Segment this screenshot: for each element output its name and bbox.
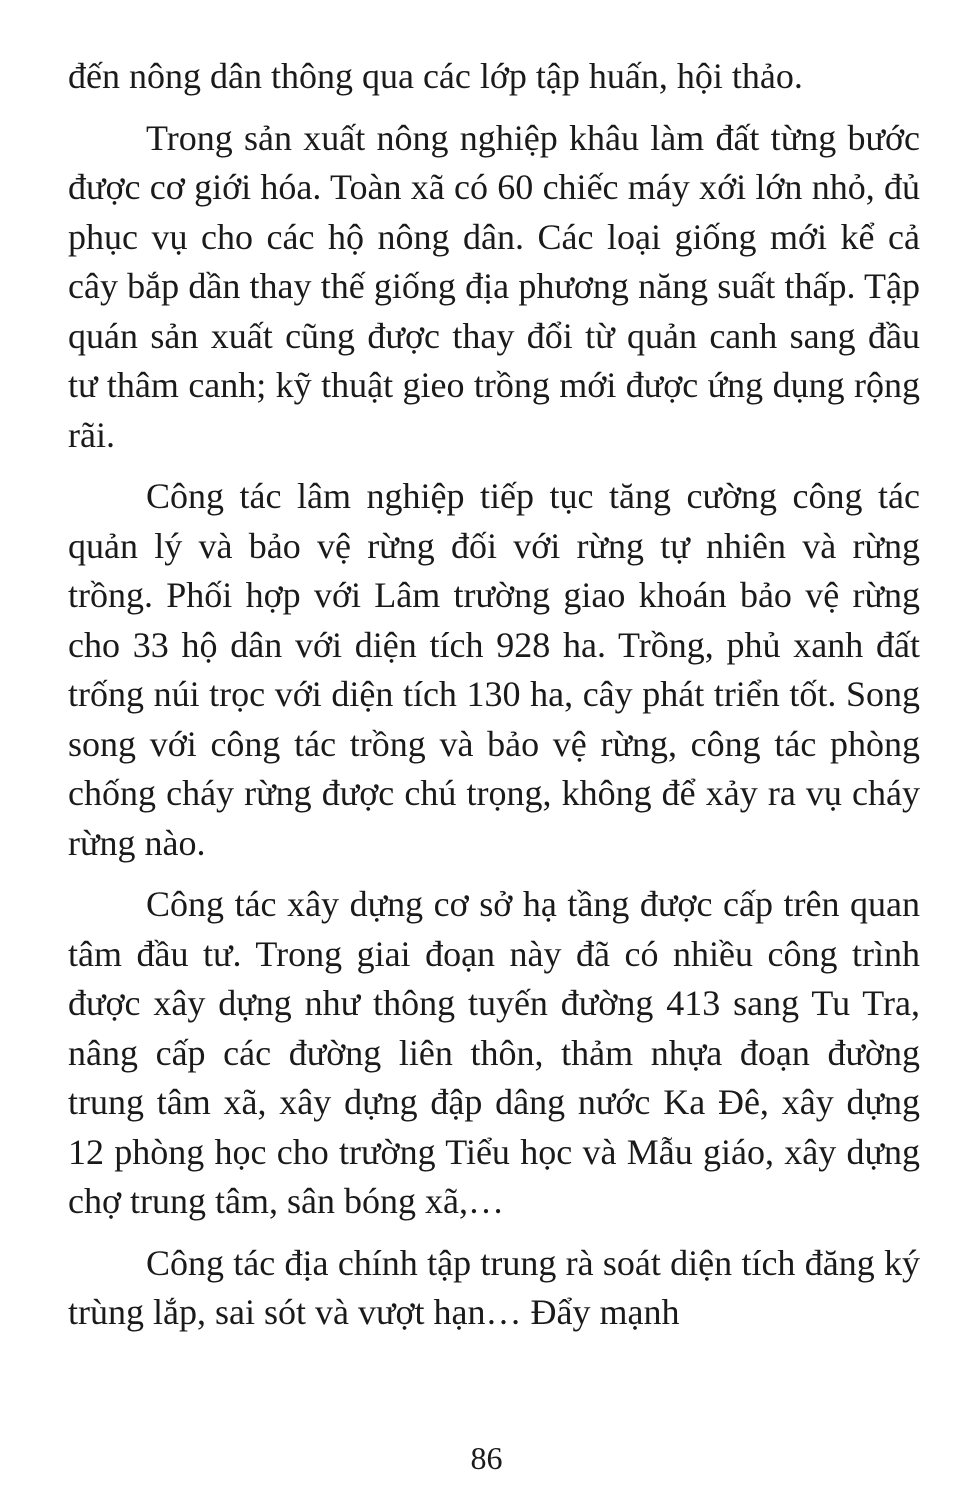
paragraph-infrastructure: Công tác xây dựng cơ sở hạ tầng được cấp trên quan tâm đầu tư. Trong giai đoạn này đã có nhiều công trình được xây dựng như thông tuyến đường 413 sang Tu Tra, nâng cấp các đường liên thôn, thảm nhựa đoạn đường trung tâm xã, xây dựng đập dâng nước Ka Đê, xây dựng 12 phòng học cho trường Tiểu học và Mẫu giáo, xây dựng chợ trung tâm, sân bóng xã,… xyxy=(68,884,920,1221)
paragraph-land-administration: Công tác địa chính tập trung rà soát diện tích đăng ký trùng lắp, sai sót và vượt hạn… Đẩy mạnh xyxy=(68,1242,920,1332)
paragraph-agriculture: Trong sản xuất nông nghiệp khâu làm đất từng bước được cơ giới hóa. Toàn xã có 60 chiếc máy xới lớn nhỏ, đủ phục vụ cho các hộ nông dân. Các loại giống mới kể cả cây bắp dần thay thế giống địa phương năng suất thấp. Tập quán sản xuất cũng được thay đổi từ quản canh sang đầu tư thâm canh; kỹ thuật gieo trồng mới được ứng dụng rộng rãi. xyxy=(68,117,920,455)
page-number: 86 xyxy=(470,1440,503,1476)
paragraph-forestry: Công tác lâm nghiệp tiếp tục tăng cường công tác quản lý và bảo vệ rừng đối với rừng tự nhiên và rừng trồng. Phối hợp với Lâm trường giao khoán bảo vệ rừng cho 33 hộ dân với diện tích 928 ha. Trồng, phủ xanh đất trống núi trọc với diện tích 130 ha, cây phát triển tốt. Song song với công tác trồng và bảo vệ rừng, công tác phòng chống cháy rừng được chú trọng, không để xảy ra vụ cháy rừng nào. xyxy=(68,476,920,863)
body-text xyxy=(68,52,920,1338)
paragraph-continued: đến nông dân thông qua các lớp tập huấn, hội thảo. xyxy=(68,56,803,96)
